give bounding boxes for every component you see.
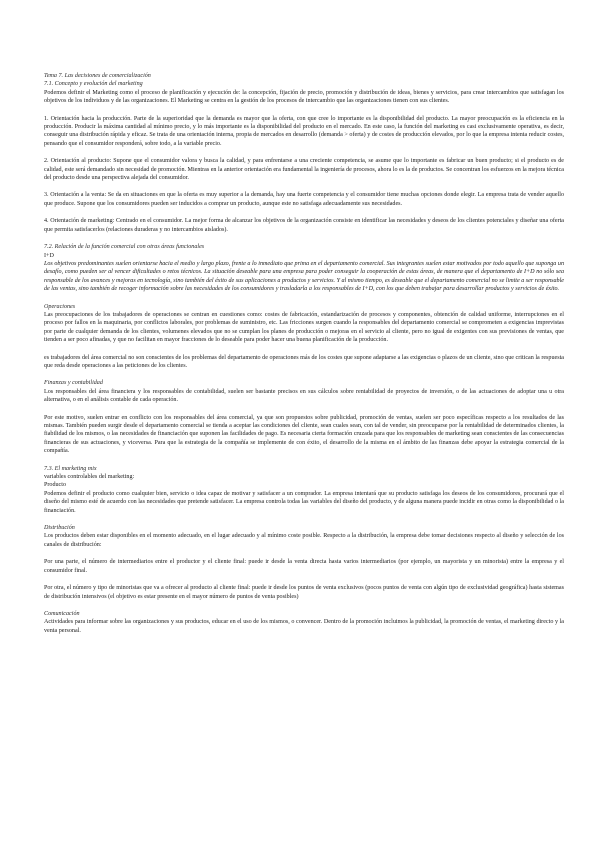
rd-heading: I+D (44, 252, 54, 259)
orientation-product: 2. Orientación al producto: Supone que el consumidor valora y busca la calidad, y para enfrentarse a una creciente competencia, se asume que lo importante es fabricar un buen producto; si el producto es de calidad, este será demandado sin necesidad de promoción. Mientras en la anterior orientación era fundamental la ingeniería de procesos, ahora lo es la de productos. Se concentran los esfuerzos en la mejora técnica del producto desde una perspectiva alejada del consumidor. (44, 158, 564, 182)
communication-paragraph: Actividades para informar sobre las organizaciones y sus productos, educar en el uso de los mismos, o convencer. Dentro de la promoción incluimos la publicidad, la promoción de ventas, el marketing directo y la venta personal. (44, 619, 564, 634)
operations-heading: Operaciones (44, 303, 76, 310)
marketing-definition: Podemos definir el Marketing como el proceso de planificación y ejecución de: la concepción, fijación de precio, promoción y distribución de ideas, bienes y servicios, para crear intercambios que satisfagan los objetivos de los individuos y de las organizaciones. El Marketing se centra en la gestión de los procesos de intercambio que las organizaciones tienen con sus clientes. (44, 89, 564, 105)
finance-heading: Finanzas y contabilidad (44, 380, 103, 387)
section-7-1-heading: 7.1. Concepto y evolución del marketing (44, 81, 143, 88)
product-heading: Producto (44, 482, 67, 489)
orientation-production: 1. Orientación hacia la producción. Parte de la superioridad que la demanda es mayor que la oferta, con que cree lo importante es la disponibilidad del producto. La mayor preocupación es la eficiencia en la producción. Producir la máxima cantidad al mínimo precio, y lo más importante es la disponibilidad del producto en el mercado. En este caso, la función del marketing es casi exclusivamente operativa, es decir, conseguir una distribución rápida y eficaz. Se trata de una orientación interna, propia de mercados en desarrollo (demanda > oferta) y de costes de producción elevados, por lo que la empresa intenta reducir costes, pensando que el consumidor responderá, sobre todo, a la variable precio. (44, 115, 564, 147)
orientation-sales: 3. Orientación a la venta: Se da en situaciones en que la oferta es muy superior a la demanda, hay una fuerte competencia y el consumidor tiene muchas opciones donde elegir. La empresa trata de vender aquello que produce. Supone que los consumidores pueden ser inducidos a comprar un producto, aunque este no satisfaga adecuadamente sus necesidades. (44, 192, 564, 207)
document-page (44, 72, 564, 635)
operations-paragraph: Las preocupaciones de los trabajadores de operaciones se centran en cuestiones como: costes de fabricación, estandarización de procesos y componentes, obtención de calidad uniforme, interrupciones en el proceso por fallos en la maquinaria, por conflictos laborales, por problemas de suministro, etc. Las fricciones surgen cuando la responsables del departamento comercial se comprometen a exigencias imprevistas por parte de cualquier demanda de los clientes, volumenes elevados que no se cumplan los planes de producción o mejoras en el servicio al cliente, pero no igual de exigentes con sus previsiones de ventas, que tienden a ser poco afinadas, y que no facilitan en mayor fracciones de lo deseable para poder hacer una buena planificación de la producción. (44, 311, 564, 344)
orientation-marketing: 4. Orientación de marketing: Centrado en el consumidor. La mejor forma de alcanzar los objetivos de la organización consiste en identificar las necesidades y deseos de los clientes potenciales y diseñar una oferta que permita satisfacerlos (relaciones duraderas y no intercambios aislados). (44, 218, 564, 233)
rd-paragraph (44, 260, 564, 294)
product-paragraph: Podemos definir el producto como cualquier bien, servicio o idea capaz de motivar y satisfacer a un comprador. La empresa intentará que su producto satisfaga los deseos de los consumidores, procurará que el diseño del mismo esté de acuerdo con las necesidades que pretende satisfacer. La empresa controla todas las variables del diseño del producto, y de alguna manera puede incidir en otras como la disponibilidad o la financiación. (44, 490, 564, 514)
distribution-paragraph-2: Por una parte, el número de intermediarios entre el productor y el cliente final: puede ir desde la venta directa hasta varios intermediarios (por ejemplo, un mayorista y un minorista) entre la empresa y el consumidor final. (44, 559, 564, 574)
finance-paragraph-2: Por este motivo, suelen entrar en conflicto con los responsables del área comercial, ya que son propuestos sobre publicidad, promoción de ventas, suelen ser poco específicas respecto a los resultados de las mismas. También pueden surgir desde el departamento comercial se tienda a aceptar las condiciones del cliente, sean cuales sean, con tal de vender, sin preocuparse por la rentabilidad de determinados clientes, la fiabilidad de los mismos, o las necesidades de financiación que suponen las facilidades de pago. Es necesaria cierta formación cruzada para que los responsables de marketing sean conscientes de las consecuencias financieras de sus actuaciones, y viceversa. Para que la estrategia de la compañía se implemente de con éxito, el desarrollo de la misma en el ámbito de las finanzas debe apoyar la estrategia comercial de la compañía. (44, 414, 564, 455)
communication-heading: Comunicación (44, 610, 80, 617)
operations-paragraph-2: es trabajadores del área comercial no son conscientes de los problemas del departamento de operaciones más de los costes que supone adaptarse a las exigencias o plazos de un cliente, sino que critican la respuesta que reda desde operaciones a las peticiones de los clientes. (44, 354, 564, 369)
section-7-2-heading: 7.2. Relación de la función comercial con otras áreas funcionales (44, 244, 205, 251)
rd-paragraph-text: Los objetivos predominantes suelen orientarse hacia el medio y largo plazo, frente a lo inmediato que prima en el departamento comercial. Sus integrantes suelen estar motivados por todo aquello que suponga un desafío, como pueden ser al vencer dificultades o retos técnicos. La situación deseable para una empresa para poder conseguir la cooperación de estas áreas, de manera que el departamento de I+D no sólo sea responsable de los avances y mejoras en tecnología, sino también del éxito de sus aplicaciones a productos y servicios. Y al mismo tiempo, es deseable que el departamento comercial no se limite a ser responsable de las ventas, sino también de recoger información sobre las necesidades de los consumidores y trasladarla a los responsables de I+D, con los que deben trabajar para desarrollar productos y servicios de éxito. (44, 260, 564, 293)
distribution-heading: Distribución (44, 525, 75, 532)
finance-paragraph: Los responsables del área financiera y los responsables de contabilidad, suelen ser bastante precisos en sus cálculos sobre rentabilidad de proyectos de inversión, o de las actuaciones de adoptar una u otra alternativa, o en el análisis contable de cada operación. (44, 388, 564, 404)
distribution-paragraph-3: Por otra, el número y tipo de minoristas que va a ofrecer al producto al cliente final: puede ir desde los puntos de venta exclusivos (pocos puntos de venta con algún tipo de exclusividad geográfica) hasta sistemas de distribución intensivos (el objetivo es estar presente en el mayor número de puntos de venta posibles) (44, 585, 564, 600)
doc-title: Tema 7. Las decisiones de comercialización (44, 73, 151, 79)
mix-variables-label: variables controlables del marketing: (44, 474, 135, 481)
distribution-paragraph: Los productos deben estar disponibles en el momento adecuado, en el lugar adecuado y al mínimo coste posible. Respecto a la distribución, la empresa debe tomar decisiones respecto al diseño y selección de los canales de distribución: (44, 533, 564, 548)
section-7-3-heading: 7.3. El marketing mix (44, 465, 97, 472)
